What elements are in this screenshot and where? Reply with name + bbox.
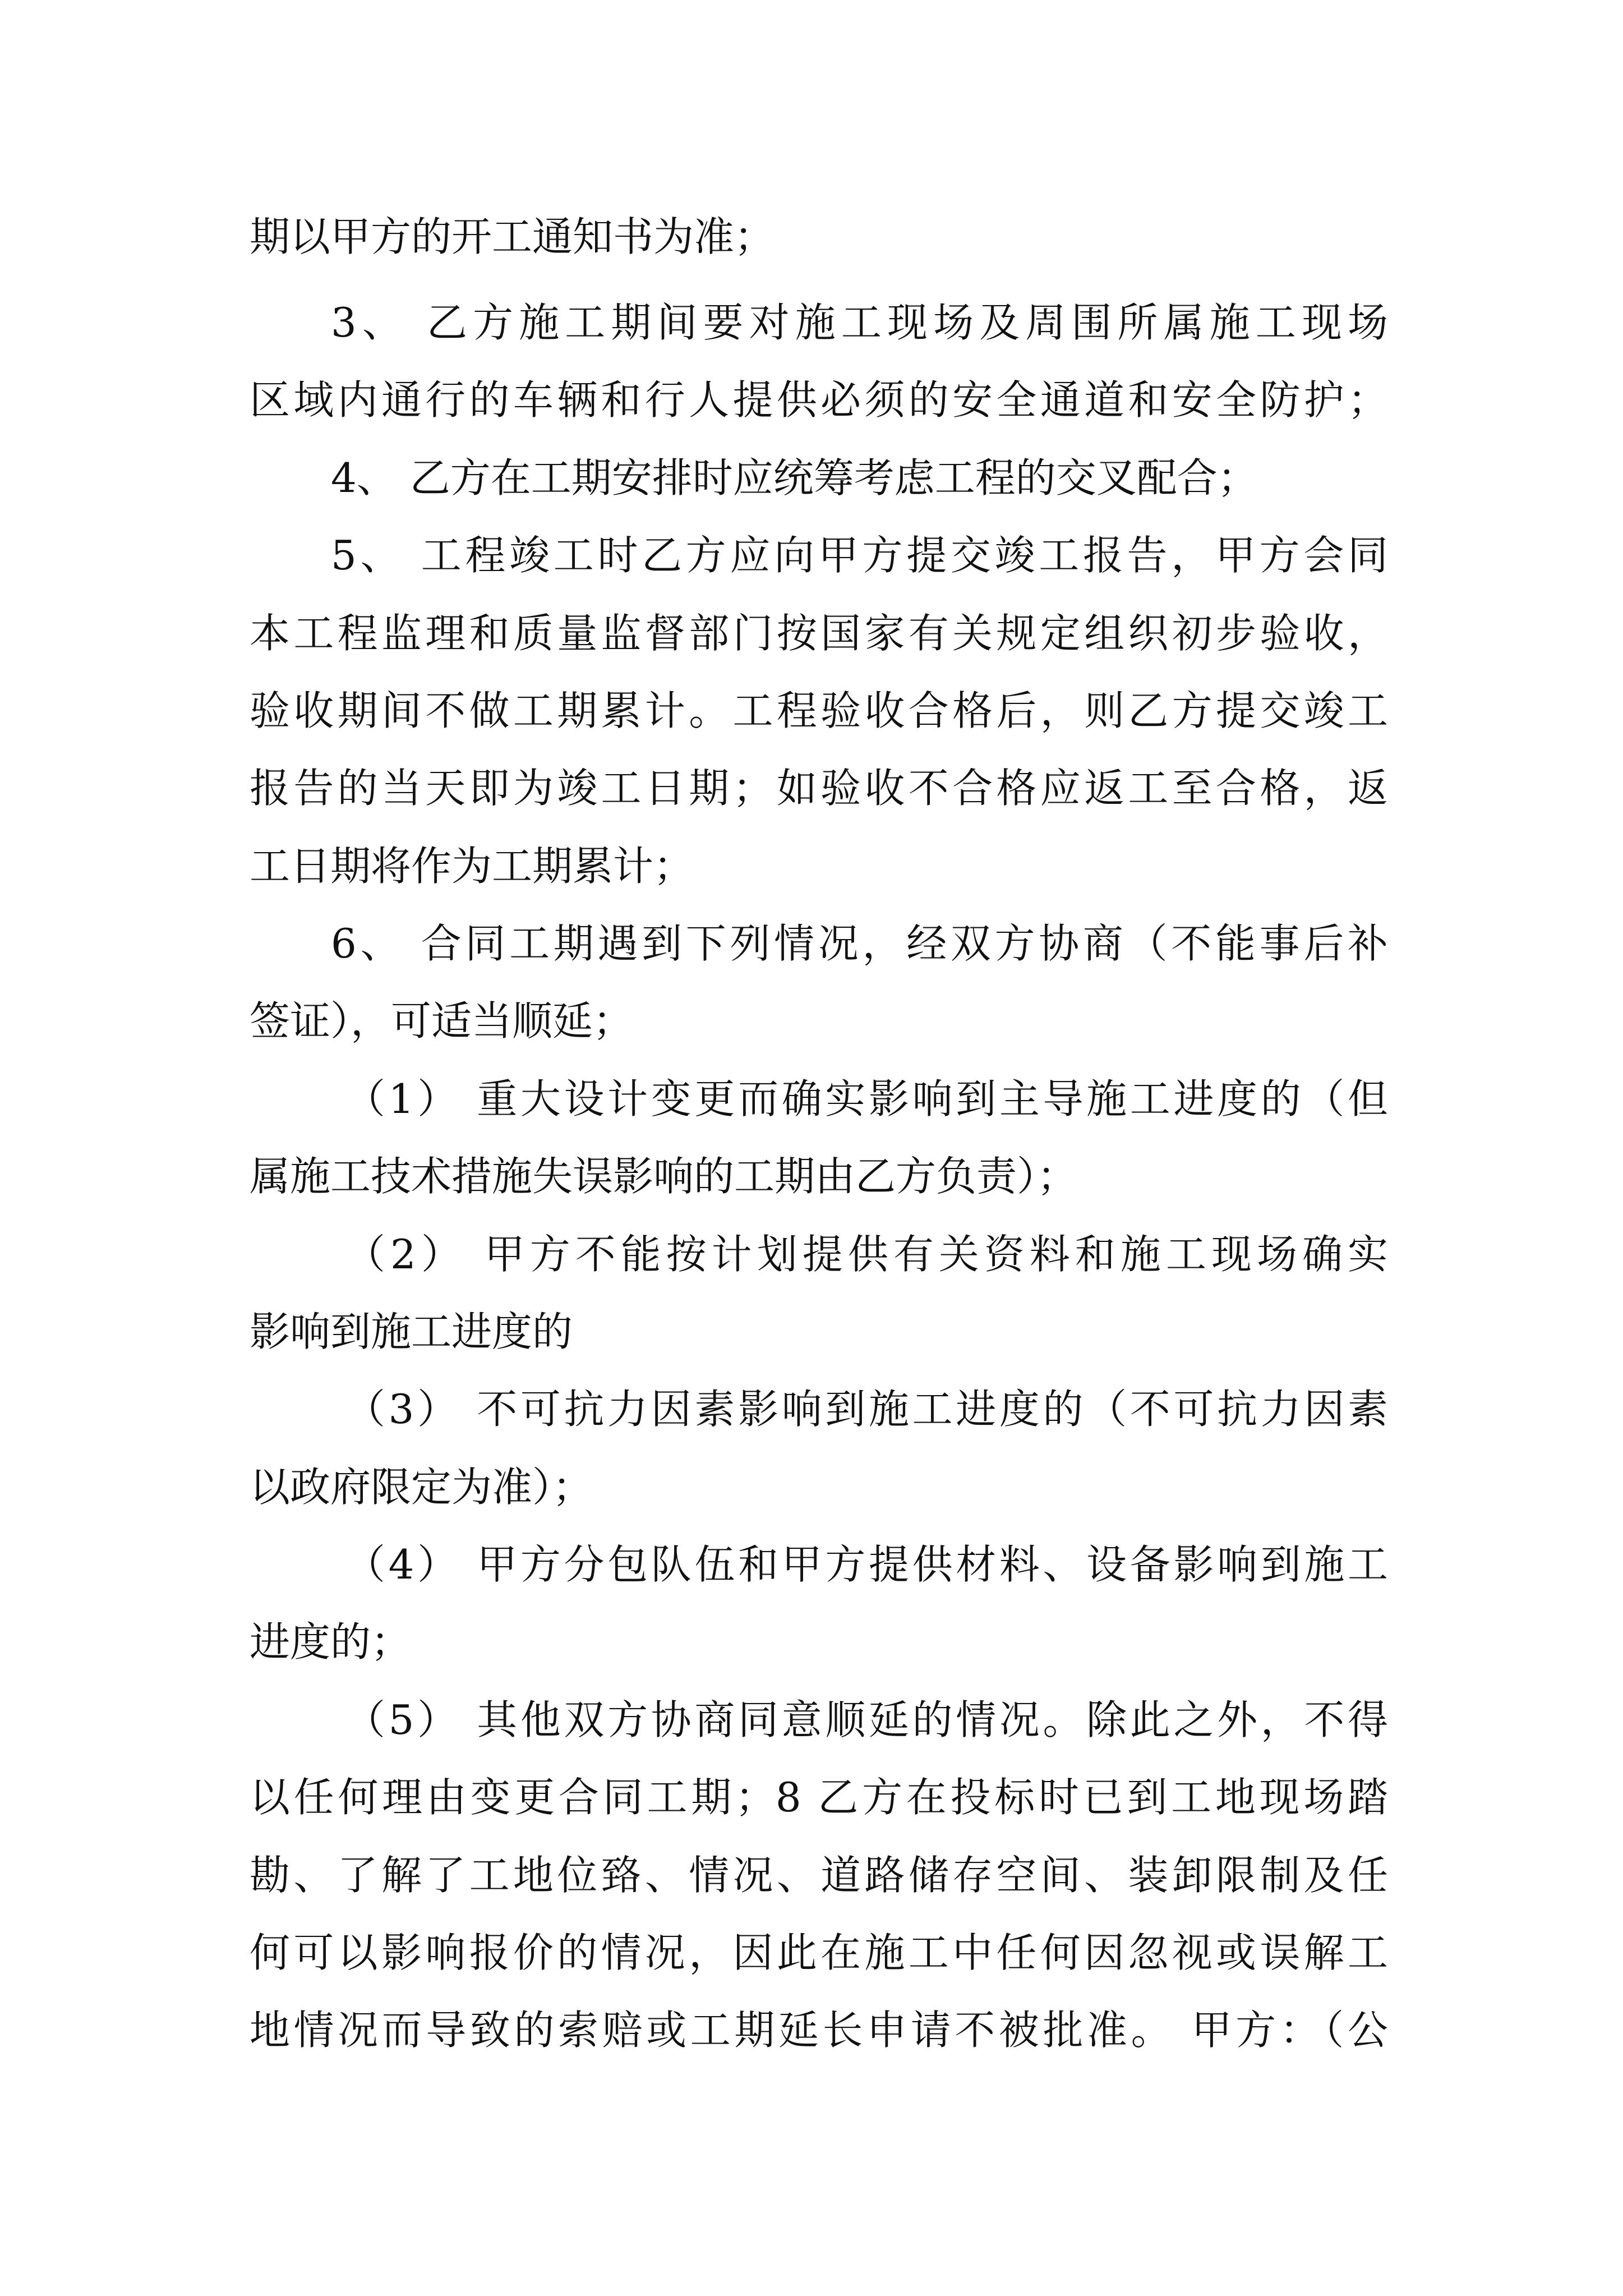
text-line: 区域内通行的车辆和行人提供必须的安全通道和安全防护；	[250, 376, 1388, 424]
text-line: （4） 甲方分包队伍和甲方提供材料、设备影响到施工	[345, 1541, 1388, 1588]
text-line: 验收期间不做工期累计。工程验收合格后，则乙方提交竣工	[250, 687, 1388, 734]
text-line: 地情况而导致的索赔或工期延长申请不被批准。 甲方：（公	[250, 2007, 1388, 2054]
text-line: 3、 乙方施工期间要对施工现场及周围所属施工现场	[331, 299, 1388, 346]
text-line: （5） 其他双方协商同意顺延的情况。除此之外，不得	[345, 1696, 1388, 1743]
text-line: 期以甲方的开工通知书为准；	[250, 213, 775, 260]
text-line: （3） 不可抗力因素影响到施工进度的（不可抗力因素	[345, 1386, 1388, 1433]
text-line: 工日期将作为工期累计；	[250, 843, 694, 890]
text-line: 何可以影响报价的情况，因此在施工中任何因忽视或误解工	[250, 1929, 1388, 1976]
text-line: （2） 甲方不能按计划提供有关资料和施工现场确实	[345, 1231, 1388, 1278]
text-line: 进度的；	[250, 1618, 412, 1665]
text-line: 以政府限定为准）；	[250, 1464, 593, 1511]
text-line: 签证），可适当顺延；	[250, 997, 634, 1045]
text-line: 6、 合同工期遇到下列情况，经双方协商（不能事后补	[331, 920, 1388, 967]
text-line: 以任何理由变更合同工期；8 乙方在投标时已到工地现场踏	[250, 1774, 1388, 1821]
text-line: 5、 工程竣工时乙方应向甲方提交竣工报告，甲方会同	[331, 532, 1388, 579]
text-line: （1） 重大设计变更而确实影响到主导施工进度的（但	[345, 1075, 1388, 1122]
text-line: 报告的当天即为竣工日期；如验收不合格应返工至合格，返	[250, 765, 1388, 812]
text-line: 4、 乙方在工期安排时应统筹考虑工程的交叉配合；	[331, 454, 1258, 501]
text-line: 影响到施工进度的	[250, 1308, 573, 1355]
text-line: 勘、了解了工地位臵、情况、道路储存空间、装卸限制及任	[250, 1852, 1388, 1899]
text-line: 属施工技术措施失误影响的工期由乙方负责）；	[250, 1153, 1078, 1200]
text-line: 本工程监理和质量监督部门按国家有关规定组织初步验收，	[250, 610, 1388, 657]
